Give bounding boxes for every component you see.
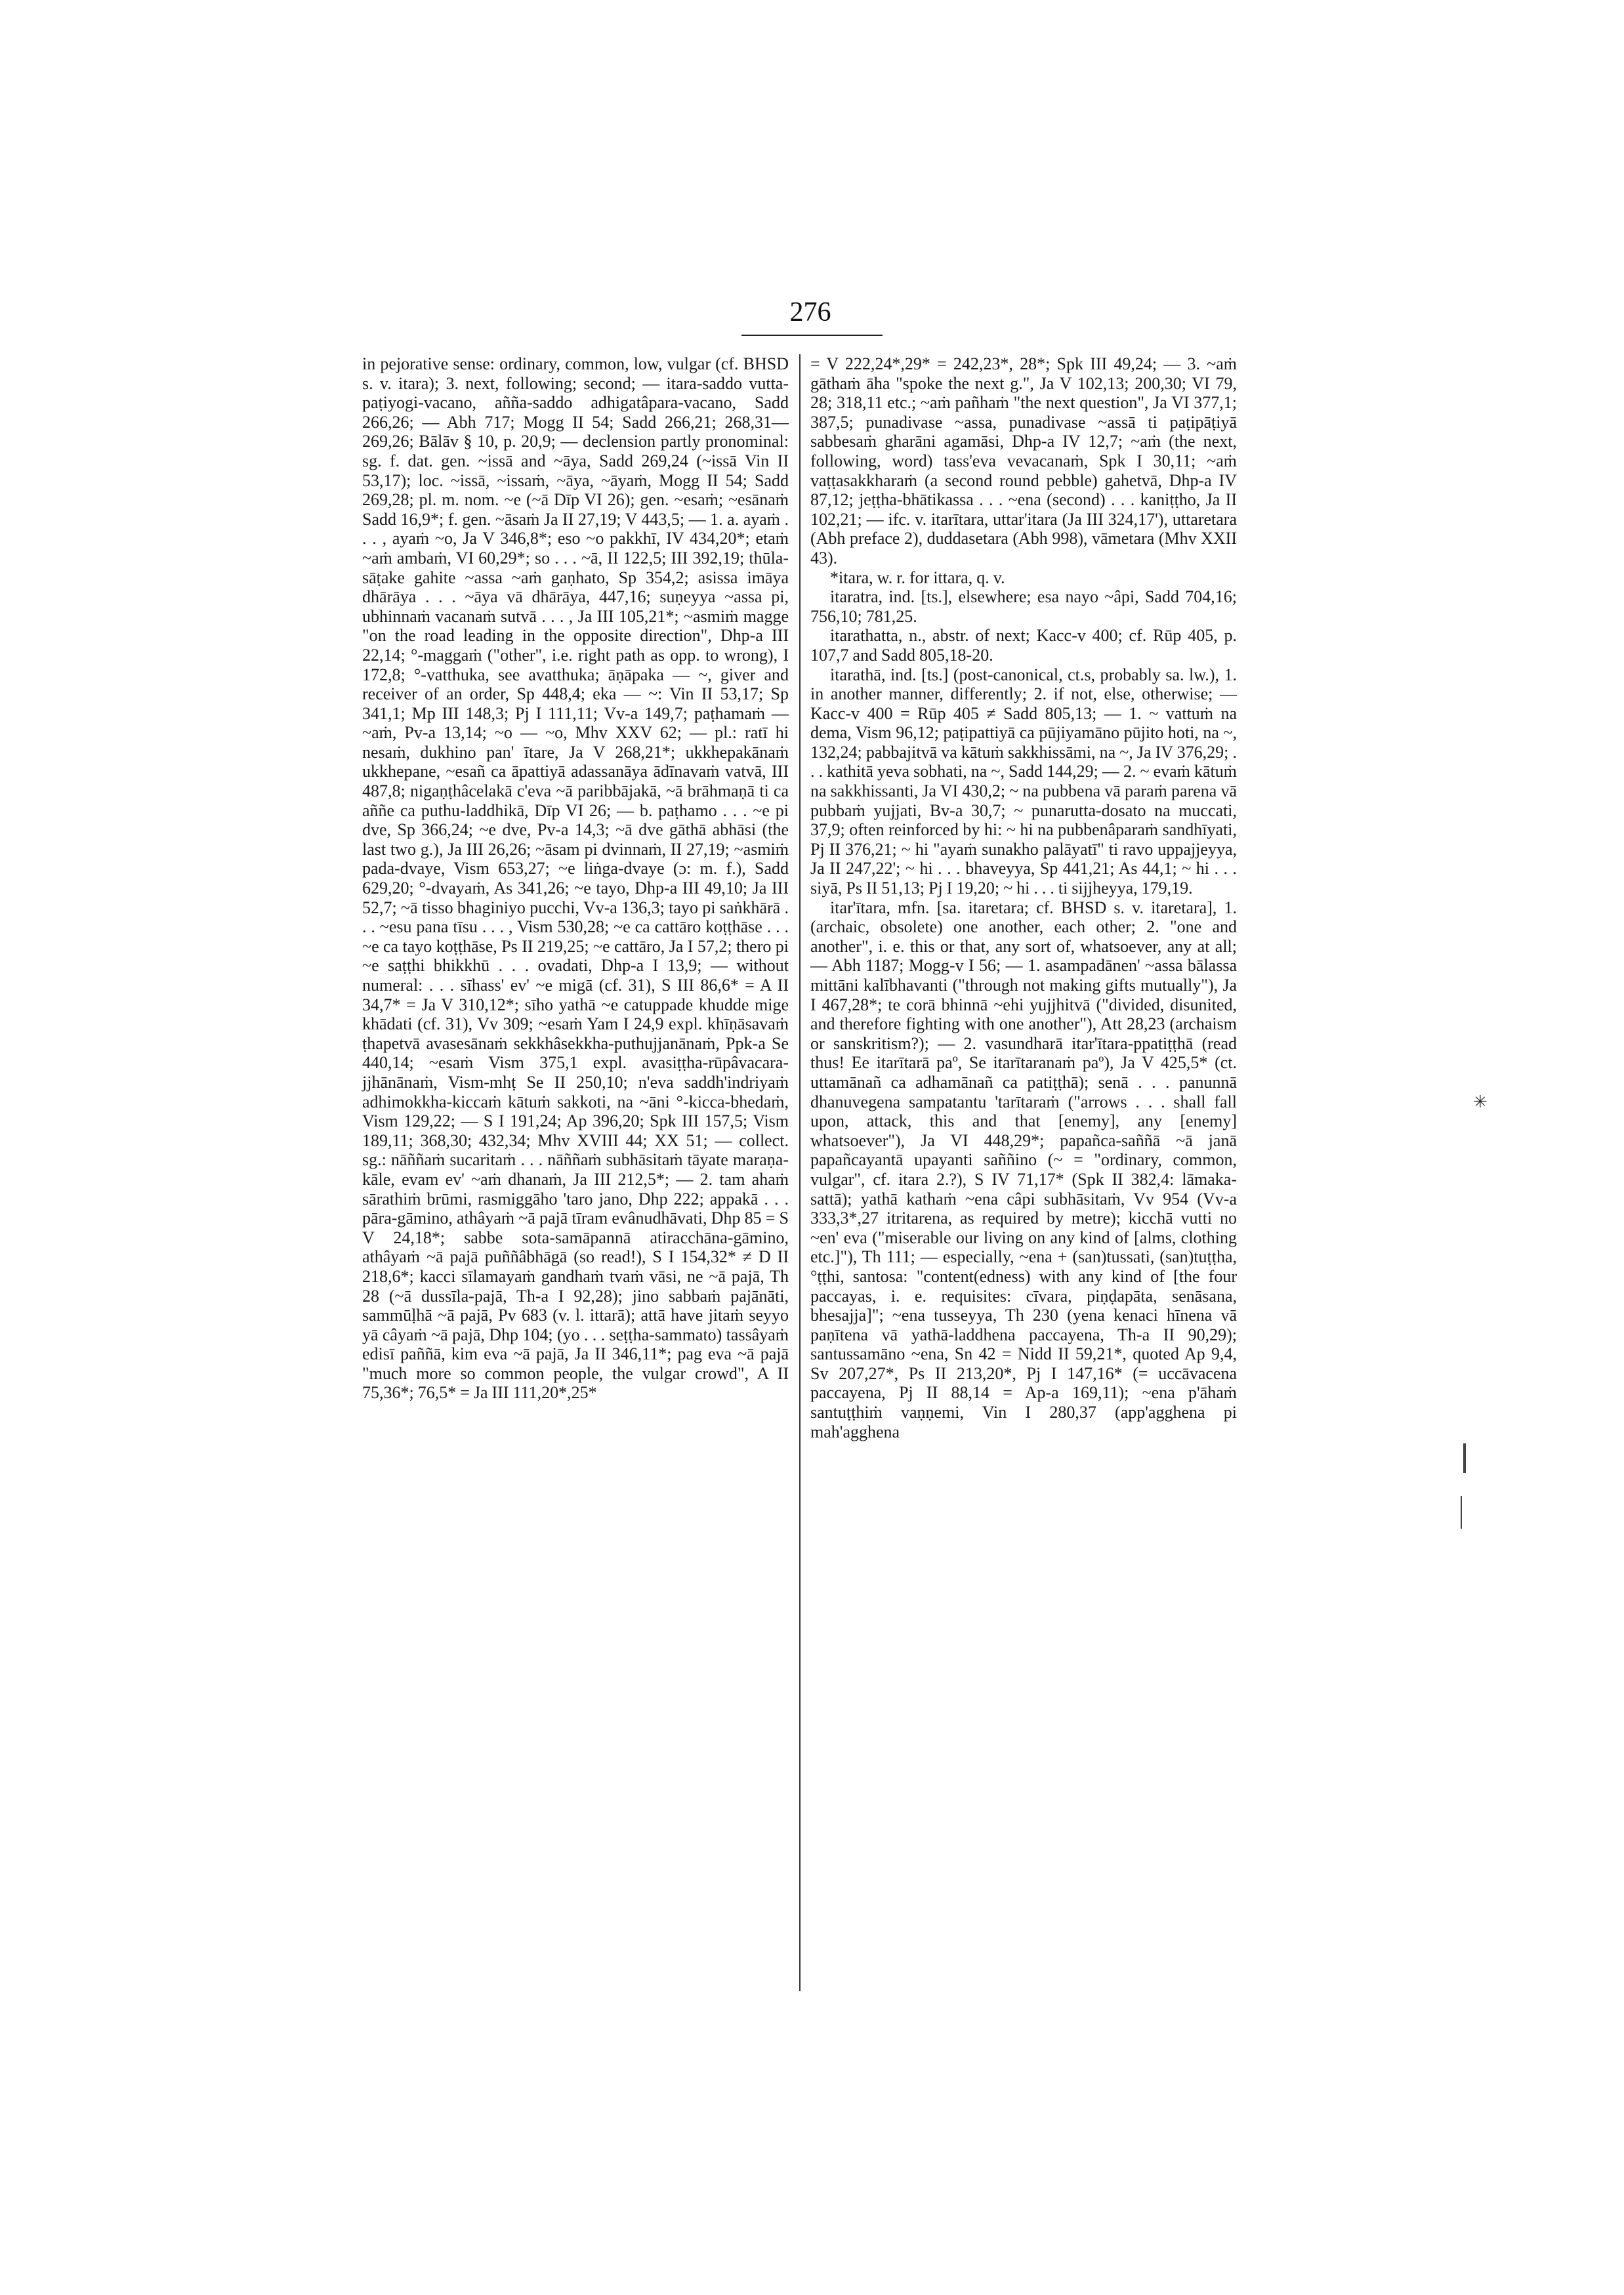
entry-itarathatta: itarathatta, n., abstr. of next; Kacc-v 400; cf. Rūp 405, p. 107,7 and Sadd 805,18-20.: [810, 626, 1237, 665]
header-rule: [741, 335, 883, 336]
margin-line-mark: [1461, 1496, 1462, 1529]
entry-itara-wrong-reading: *itara, w. r. for ittara, q. v.: [830, 568, 1005, 587]
entry-itaratha: itarathā, ind. [ts.] (post-canonical, ct.s, probably sa. lw.), 1. in another manner, differently; 2. if not, else, otherwise; — Kacc-v 400 = Rūp 405 ≠ Sadd 805,13; — 1. ~ vattuṁ na dema, Vism 96,12; paṭipattiyā ca pūjiyamāno pūjito hoti, na ~, 132,24; pabbajitvā va kātuṁ sakkhissāmi, na ~, Ja IV 376,29; . . . kathitā yeva sobhati, na ~, Sadd 144,29; — 2. ~ evaṁ kātuṁ na sakkhissanti, Ja VI 430,2; ~ na pubbena vā paraṁ parena vā pubbaṁ yujjati, Bv-a 30,7; ~ punarutta-dosato na muccati, 37,9; often reinforced by hi: ~ hi na pubbenâparaṁ sandhīyati, Pj II 376,21; ~ hi "ayaṁ sunakho palāyatī" ti ravo uppajjeyya, Ja II 247,22'; ~ hi . . . bhaveyya, Sp 441,21; As 44,1; ~ hi . . . siyā, Ps II 51,13; Pj I 19,20; ~ hi . . . ti sijjheyya, 179,19.: [810, 665, 1237, 898]
margin-asterisk-mark: ✳: [1473, 1092, 1488, 1112]
left-column: [362, 354, 789, 1403]
entry-itara-continued: = V 222,24*,29* = 242,23*, 28*; Spk III 49,24; — 3. ~aṁ gāthaṁ āha "spoke the next g.", Ja V 102,13; 200,30; VI 79, 28; 318,11 etc.; ~aṁ pañhaṁ "the next question", Ja VI 377,1; 387,5; punadivase ~assa, punadivase ~assā ti paṭipāṭiyā sabbesaṁ gharāni agamāsi, Dhp-a IV 12,7; ~aṁ (the next, following, word) tass'eva vevacanaṁ, Spk I 30,11; ~aṁ vaṭṭasakkharaṁ (a second round pebble) gahetvā, Dhp-a IV 87,12; jeṭṭha-bhātikassa . . . ~ena (second) . . . kaniṭṭho, Ja II 102,21; — ifc. v. itarītara, uttar'itara (Ja III 324,17'), uttaretara (Abh preface 2), duddasetara (Abh 998), vāmetara (Mhv XXII 43).: [810, 354, 1237, 568]
margin-bar-mark: [1463, 1443, 1466, 1473]
entry-itaritara: itar'ītara, mfn. [sa. itaretara; cf. BHSD s. v. itaretara], 1. (archaic, obsolete) one another, each other; 2. "one and another", i. e. this or that, any sort of, whatsoever, any at all; — Abh 1187; Mogg-v I 56; — 1. asampadānen' ~assa bālassa mittāni kalībhavanti ("through not making gifts mutually"), Ja I 467,28*; te corā bhinnā ~ehi yujjhitvā ("divided, disunited, and therefore fighting with one another"), Att 28,23 (archaism or sanskritism?); — 2. vasundharā itar'ītara-ppatiṭṭhā (read thus! Ee itarītarā paº, Se itarītaranaṁ paº), Ja V 425,5* (ct. uttamānañ ca adhamānañ ca patiṭṭhā); senā . . . panunnā dhanuvegena sampatantu 'tarītaraṁ ("arrows . . . shall fall upon, attack, this and that [enemy], any [enemy] whatsoever"), Ja VI 448,29*; papañca-saññā ~ā janā papañcayantā upayanti saññino (~ = "ordinary, common, vulgar", cf. itara 2.?), S IV 71,17* (Spk II 382,4: lāmaka-sattā); yathā kathaṁ ~ena câpi subhāsitaṁ, Vv 954 (Vv-a 333,3*,27 itritarena, as required by metre); kicchā vutti no ~en' eva ("miserable our living on any kind of [alms, clothing etc.]"), Th 111; — especially, ~ena + (san)tussati, (san)tuṭṭha, °ṭṭhi, santosa: "content(edness) with any kind of [the four paccayas, i. e. requisites: cīvara, piṇḍapāta, senāsana, bhesajja]"; ~ena tusseyya, Th 230 (yena kenaci hīnena vā paṇītena vā yathā-laddhena paccayena, Th-a II 90,29); santussamāno ~ena, Sn 42 = Nidd II 59,21*, quoted Ap 9,4, Sv 207,27*, Ps II 213,20*, Pj I 147,16* (= uccāvacena paccayena, Pj II 88,14 = Ap-a 169,11); ~ena p'āhaṁ santuṭṭhiṁ vaṇṇemi, Vin I 280,37 (app'agghena pi mah'agghena: [810, 898, 1237, 1441]
entry-itaratra: itaratra, ind. [ts.], elsewhere; esa nayo ~âpi, Sadd 704,16; 756,10; 781,25.: [810, 587, 1237, 626]
column-divider: [799, 354, 801, 1991]
page-number: 276: [789, 297, 831, 327]
right-column: [810, 354, 1237, 1441]
left-column-text: in pejorative sense: ordinary, common, low, vulgar (cf. BHSD s. v. itara); 3. next, following; second; — itara-saddo vutta-paṭiyogi-vacano, añña-saddo adhigatâpara-vacano, Sadd 266,26; — Abh 717; Mogg II 54; Sadd 266,21; 268,31—269,26; Bālāv § 10, p. 20,9; — declension partly pronominal: sg. f. dat. gen. ~issā and ~āya, Sadd 269,24 (~issā Vin II 53,17); loc. ~issā, ~issaṁ, ~āya, ~āyaṁ, Mogg II 54; Sadd 269,28; pl. m. nom. ~e (~ā Dīp VI 26); gen. ~esaṁ; ~esānaṁ Sadd 16,9*; f. gen. ~āsaṁ Ja II 27,19; V 443,5; — 1. a. ayaṁ . . . , ayaṁ ~o, Ja V 346,8*; eso ~o pakkhī, IV 434,20*; etaṁ ~aṁ ambaṁ, VI 60,29*; so . . . ~ā, II 122,5; III 392,19; thūla-sāṭake gahite ~assa ~aṁ gaṇhato, Sp 354,2; asissa imāya dhārāya . . . ~āya vā dhārāya, 447,16; suṇeyya ~assa pi, ubhinnaṁ vacanaṁ sutvā . . . , Ja III 105,21*; ~asmiṁ magge "on the road leading in the opposite direction", Dhp-a III 22,14; °-maggaṁ ("other", i.e. right path as opp. to wrong), I 172,8; °-vatthuka, see avatthuka; āṇāpaka — ~, giver and receiver of an order, Sp 448,4; eka — ~: Vin II 53,17; Sp 341,1; Mp III 148,3; Pj I 111,11; Vv-a 149,7; paṭhamaṁ — ~aṁ, Pv-a 13,14; ~o — ~o, Mhv XXV 62; — pl.: ratī hi nesaṁ, dukhino pan' ītare, Ja V 268,21*; ukkhepakānaṁ ukkhepane, ~esañ ca āpattiyā adassanāya ādīnavaṁ vatvā, III 487,8; nigaṇṭhâcelakā c'eva ~ā paribbājakā, ~ā brāhmaṇā ti ca aññe ca puthu-laddhikā, Dīp VI 26; — b. paṭhamo . . . ~e pi dve, Sp 366,24; ~e dve, Pv-a 14,3; ~ā dve gāthā abhāsi (the last two g.), Ja III 26,26; ~āsam pi dvinnaṁ, II 27,19; ~asmiṁ pada-dvaye, Vism 653,27; ~e liṅga-dvaye (ɔ: m. f.), Sadd 629,20; °-dvayaṁ, As 341,26; ~e tayo, Dhp-a III 49,10; Ja III 52,7; ~ā tisso bhaginiyo pucchi, Vv-a 136,3; tayo pi saṅkhārā . . . ~esu pana tīsu . . . , Vism 530,28; ~e ca cattāro koṭṭhāse . . . ~e ca tayo koṭṭhāse, Ps II 219,25; ~e cattāro, Ja I 57,2; thero pi ~e saṭṭhi bhikkhū . . . ovadati, Dhp-a I 13,9; — without numeral: . . . sīhass' ev' ~e migā (cf. 31), S III 86,6* = A II 34,7* = Ja V 310,12*; sīho yathā ~e catuppade khudde mige khādati (cf. 31), Vv 309; ~esaṁ Yam I 24,9 expl. khīṇāsavaṁ ṭhapetvā avasesānaṁ sekkhâsekkha-puthujjanānaṁ, Ppk-a Se 440,14; ~esaṁ Vism 375,1 expl. avasiṭṭha-rūpâvacara-jjhānānaṁ, Vism-mhṭ Se II 250,10; n'eva saddh'indriyaṁ adhimokkha-kiccaṁ kātuṁ sakkoti, na ~āni °-kicca-bhedaṁ, Vism 129,22; — S I 191,24; Ap 396,20; Spk III 157,5; Vism 189,11; 368,30; 432,34; Mhv XVIII 44; XX 51; — collect. sg.: nāññaṁ sucaritaṁ . . . nāññaṁ subhāsitaṁ tāyate maraṇa-kāle, evam ev' ~aṁ dhanaṁ, Ja III 212,5*; — 2. tam ahaṁ sārathiṁ brūmi, rasmiggāho 'taro jano, Dhp 222; appakā . . . pāra-gāmino, athâyaṁ ~ā pajā tīram evânudhāvati, Dhp 85 = S V 24,18*; sabbe sota-samāpannā atiracchāna-gāmino, athâyaṁ ~ā pajā puññâbhāgā (so read!), S I 154,32* ≠ D II 218,6*; kacci sīlamayaṁ gandhaṁ tvaṁ vāsi, ne ~ā pajā, Th 28 (~ā dussīla-pajā, Th-a I 92,28); jino sabbaṁ pajānāti, sammūḷhā ~ā pajā, Pv 683 (v. l. ittarā); attā have jitaṁ seyyo yā câyaṁ ~ā pajā, Dhp 104; (yo . . . seṭṭha-sammato) tassâyaṁ edisī paññā, kim eva ~ā pajā, Ja II 346,11*; pag eva ~ā pajā "much more so common people, the vulgar crowd", A II 75,36*; 76,5* = Ja III 111,20*,25*: [362, 354, 789, 1403]
